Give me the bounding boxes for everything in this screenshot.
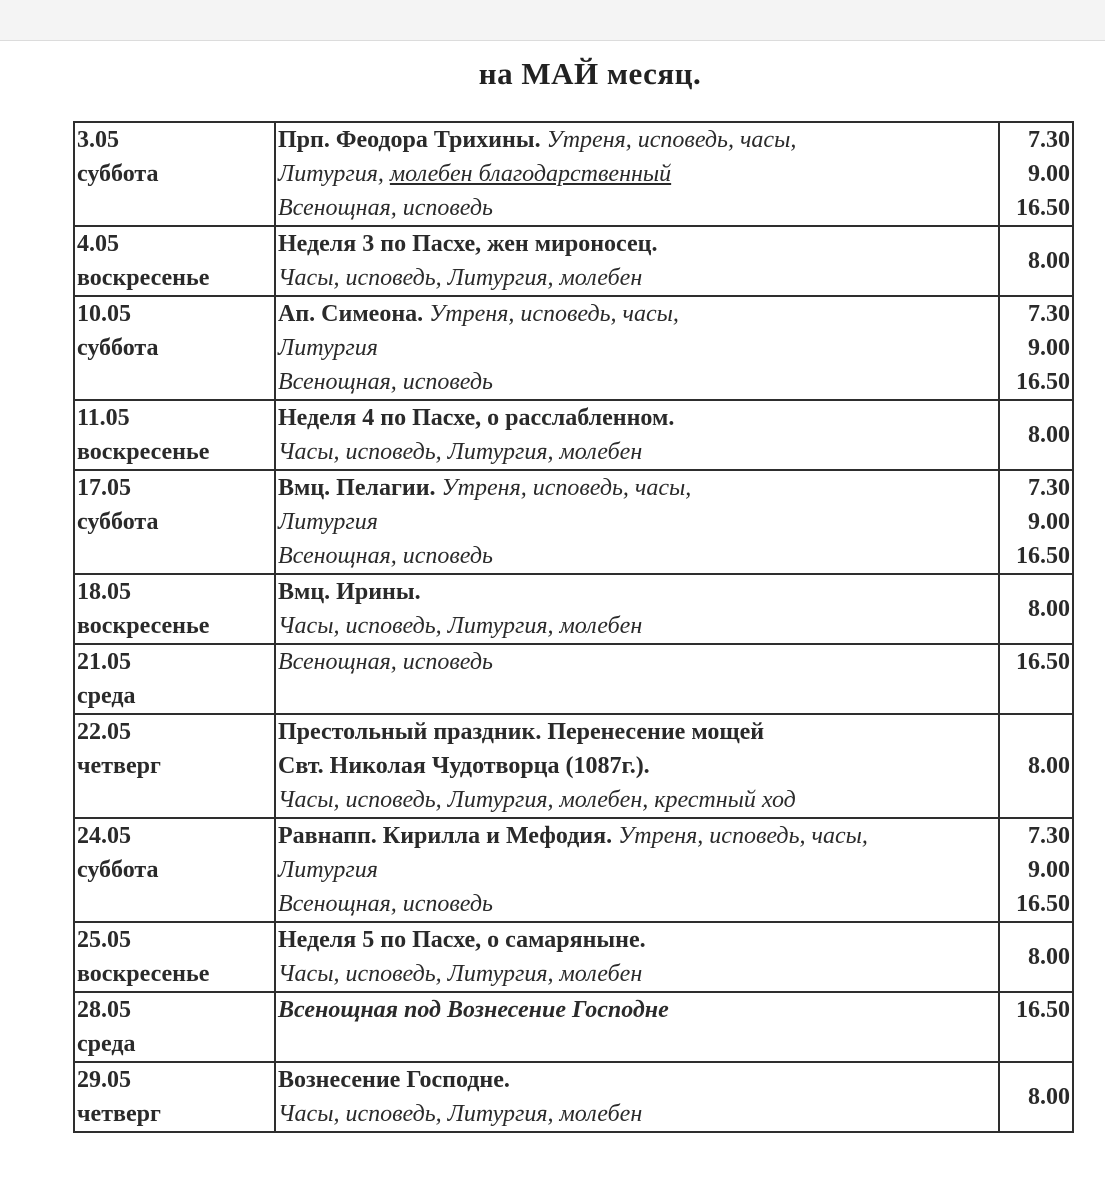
time-cell: [999, 644, 1073, 714]
service-time: 16.50: [1016, 997, 1070, 1023]
date-cell: [74, 644, 275, 714]
time-cell: [999, 296, 1073, 400]
date: 29.05: [77, 1067, 131, 1093]
service-text: Всенощная, исповедь: [278, 543, 493, 569]
schedule-row: [74, 922, 1073, 992]
service-time: 16.50: [1016, 195, 1070, 221]
service-line: [278, 261, 996, 295]
schedule-row: [74, 400, 1073, 470]
date: 11.05: [77, 405, 130, 431]
time-cell: [999, 714, 1073, 818]
service-time: 16.50: [1016, 649, 1070, 675]
service-line: [278, 401, 996, 435]
service-time: 8.00: [1028, 596, 1070, 622]
service-line: [278, 191, 996, 225]
date-cell: [74, 1062, 275, 1132]
service-time: 8.00: [1028, 944, 1070, 970]
service-line: [278, 331, 996, 365]
feast-name: Неделя 4 по Пасхе, о расслабленном.: [278, 405, 675, 431]
date-cell: [74, 122, 275, 226]
service-line: [278, 157, 996, 191]
service-text: Литургия,: [278, 161, 390, 187]
service-text: Утреня, исповедь, часы,: [618, 823, 868, 849]
service-time: 16.50: [1016, 369, 1070, 395]
date: 10.05: [77, 301, 131, 327]
service-description-cell: [275, 714, 999, 818]
weekday: воскресенье: [77, 265, 210, 291]
service-text: Всенощная, исповедь: [278, 195, 493, 221]
service-time: 7.30: [1028, 301, 1070, 327]
service-description-cell: [275, 574, 999, 644]
time-cell: [999, 226, 1073, 296]
schedule-body: [74, 122, 1073, 1132]
time-cell: [999, 470, 1073, 574]
service-time: 7.30: [1028, 127, 1070, 153]
service-time: 9.00: [1028, 857, 1070, 883]
feast-name: Равнапп. Кирилла и Мефодия.: [278, 823, 619, 849]
schedule-row: [74, 818, 1073, 922]
weekday: среда: [77, 683, 136, 709]
page-title: на МАЙ месяц.: [478, 56, 702, 91]
service-text: Всенощная под Вознесение Господне: [278, 997, 669, 1023]
service-description-cell: [275, 400, 999, 470]
date-cell: [74, 296, 275, 400]
service-text: Часы, исповедь, Литургия, молебен: [278, 439, 643, 465]
schedule-row: [74, 714, 1073, 818]
service-line: [278, 715, 996, 749]
schedule-row: [74, 1062, 1073, 1132]
feast-name: Неделя 3 по Пасхе, жен мироносец.: [278, 231, 658, 257]
service-line: [278, 471, 996, 505]
service-text: Часы, исповедь, Литургия, молебен: [278, 613, 643, 639]
service-text: Часы, исповедь, Литургия, молебен: [278, 265, 643, 291]
service-time: 7.30: [1028, 475, 1070, 501]
service-text: Литургия: [278, 335, 378, 361]
feast-name: Свт. Николая Чудотворца (1087г.).: [278, 753, 650, 779]
weekday: суббота: [77, 161, 159, 187]
service-line: [278, 297, 996, 331]
service-line: [278, 227, 996, 261]
time-cell: [999, 574, 1073, 644]
service-line: [278, 923, 996, 957]
service-time: 16.50: [1016, 543, 1070, 569]
service-description-cell: [275, 226, 999, 296]
feast-name: Престольный праздник. Перенесение мощей: [278, 719, 765, 745]
service-time: 7.30: [1028, 823, 1070, 849]
service-line: [278, 575, 996, 609]
date: 3.05: [77, 127, 119, 153]
date-cell: [74, 226, 275, 296]
time-cell: [999, 400, 1073, 470]
date: 21.05: [77, 649, 131, 675]
schedule-row: [74, 122, 1073, 226]
date-cell: [74, 400, 275, 470]
time-cell: [999, 818, 1073, 922]
time-cell: [999, 1062, 1073, 1132]
schedule-row: [74, 296, 1073, 400]
date-cell: [74, 922, 275, 992]
service-line: [278, 1063, 996, 1097]
service-line: [278, 819, 996, 853]
service-text: Утреня, исповедь, часы,: [441, 475, 692, 501]
service-time: 9.00: [1028, 161, 1070, 187]
schedule-row: [74, 992, 1073, 1062]
service-line: [278, 887, 996, 921]
service-time: 8.00: [1028, 753, 1070, 779]
weekday: суббота: [77, 857, 159, 883]
service-time: 9.00: [1028, 335, 1070, 361]
service-line: [278, 749, 996, 783]
feast-name: Неделя 5 по Пасхе, о самаряныне.: [278, 927, 646, 953]
service-time: 16.50: [1016, 891, 1070, 917]
date-cell: [74, 992, 275, 1062]
weekday: суббота: [77, 509, 159, 535]
date: 18.05: [77, 579, 131, 605]
service-line: [278, 609, 996, 643]
service-time: 9.00: [1028, 509, 1070, 535]
time-cell: [999, 122, 1073, 226]
date: 28.05: [77, 997, 131, 1023]
service-text: Литургия: [278, 509, 378, 535]
service-description-cell: [275, 122, 999, 226]
service-line: [278, 853, 996, 887]
date: 25.05: [77, 927, 131, 953]
service-text: Часы, исповедь, Литургия, молебен: [278, 961, 643, 987]
time-cell: [999, 922, 1073, 992]
service-line: [278, 1097, 996, 1131]
date: 22.05: [77, 719, 131, 745]
feast-name: Вмц. Ирины.: [278, 579, 421, 605]
date: 4.05: [77, 231, 119, 257]
service-description-cell: [275, 296, 999, 400]
service-text: Литургия: [278, 857, 378, 883]
feast-name: Ап. Симеона.: [278, 301, 430, 327]
schedule-row: [74, 470, 1073, 574]
feast-name: Прп. Феодора Трихины.: [278, 127, 547, 153]
weekday: воскресенье: [77, 439, 210, 465]
date-cell: [74, 574, 275, 644]
service-line: [278, 365, 996, 399]
weekday: среда: [77, 1031, 136, 1057]
weekday: четверг: [77, 1101, 161, 1127]
service-line: [278, 505, 996, 539]
service-line: [278, 645, 996, 679]
weekday: суббота: [77, 335, 159, 361]
service-line: [278, 435, 996, 469]
schedule-row: [74, 226, 1073, 296]
service-description-cell: [275, 992, 999, 1062]
schedule-table: [73, 121, 1074, 1133]
service-text: Утреня, исповедь, часы,: [546, 127, 797, 153]
service-time: 8.00: [1028, 1084, 1070, 1110]
feast-name: Вознесение Господне.: [278, 1067, 510, 1093]
service-text: Всенощная, исповедь: [278, 649, 493, 675]
schedule-row: [74, 644, 1073, 714]
service-line: [278, 993, 996, 1027]
date-cell: [74, 714, 275, 818]
date-cell: [74, 818, 275, 922]
date: 17.05: [77, 475, 131, 501]
weekday: воскресенье: [77, 613, 210, 639]
service-description-cell: [275, 922, 999, 992]
date-cell: [74, 470, 275, 574]
top-bar: [0, 0, 1105, 41]
service-time: 8.00: [1028, 422, 1070, 448]
time-cell: [999, 992, 1073, 1062]
service-line: [278, 539, 996, 573]
service-text: Всенощная, исповедь: [278, 369, 493, 395]
service-description-cell: [275, 1062, 999, 1132]
feast-name: Вмц. Пелагии.: [278, 475, 442, 501]
schedule-row: [74, 574, 1073, 644]
service-description-cell: [275, 818, 999, 922]
service-line: [278, 957, 996, 991]
service-line: [278, 123, 996, 157]
service-line: [278, 783, 996, 817]
service-description-cell: [275, 470, 999, 574]
weekday: воскресенье: [77, 961, 210, 987]
date: 24.05: [77, 823, 131, 849]
weekday: четверг: [77, 753, 161, 779]
service-text: Часы, исповедь, Литургия, молебен: [278, 1101, 643, 1127]
service-text: молебен благодарственный: [389, 161, 672, 187]
service-text: Всенощная, исповедь: [278, 891, 493, 917]
service-time: 8.00: [1028, 248, 1070, 274]
service-text: Часы, исповедь, Литургия, молебен, крестный ход: [278, 787, 796, 813]
service-text: Утреня, исповедь, часы,: [429, 301, 679, 327]
service-description-cell: [275, 644, 999, 714]
